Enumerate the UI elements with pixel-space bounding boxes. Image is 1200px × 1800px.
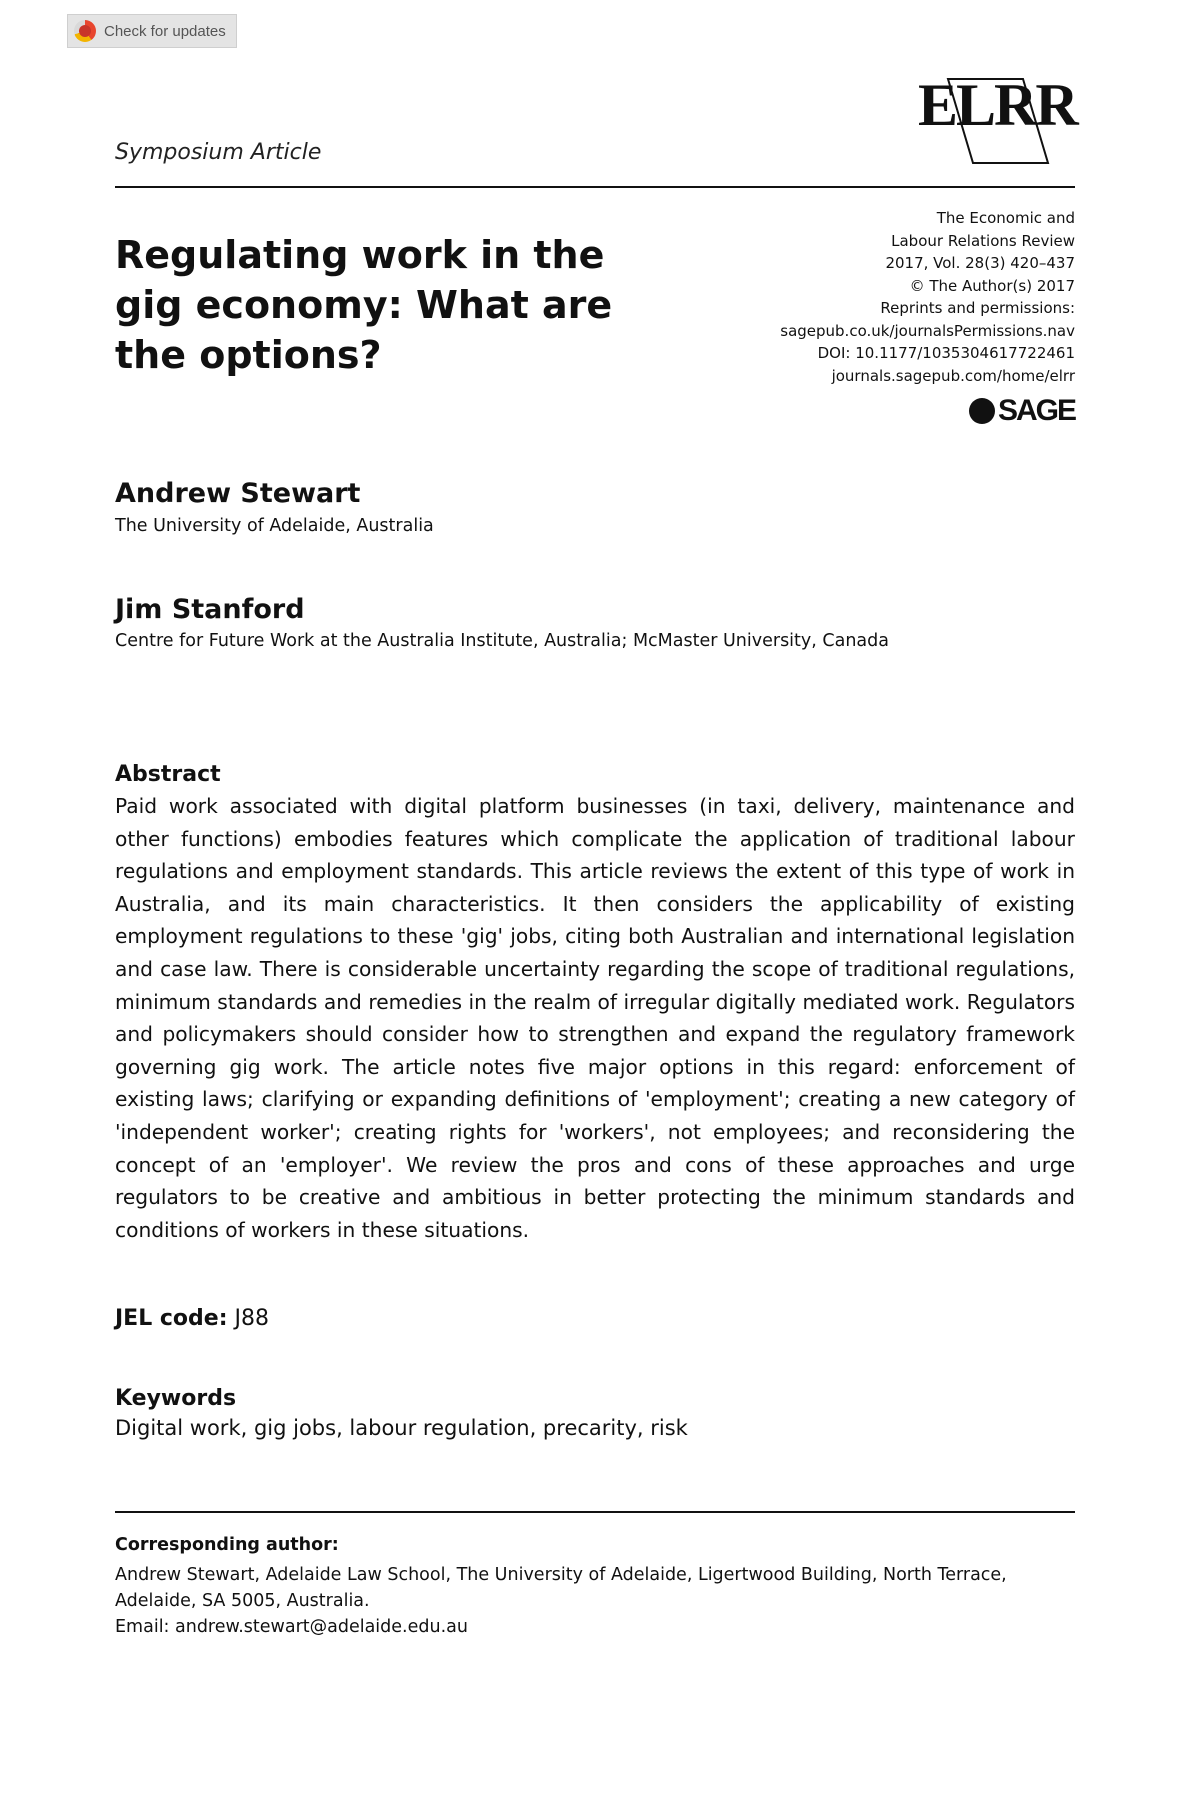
journal-info-line: Labour Relations Review [891, 231, 1075, 250]
journal-info-line: The Economic and [936, 209, 1075, 227]
abstract-body: Paid work associated with digital platform businesses (in taxi, delivery, maintenance and other functions) embodies features which complicate the application of traditional labour regulations and employment standards. This article reviews the extent of this type of work in Australia, and its main characteristics. It then considers the applicability of existing employment regulations to these 'gig' jobs, citing both Australian and international legislation and case law. There is considerable uncertainty regarding the scope of traditional regulations, minimum standards and remedies in the realm of irregular digitally mediated work. Regulators and policymakers should consider how to strengthen and expand the regulatory framework governing gig work. The article notes five major options in this regard: enforcement of existing laws; clarifying or expanding definitions of 'employment'; creating a new category of 'independent worker'; creating rights for 'workers', not employees; and reconsidering the concept of an 'employer'. We review the pros and cons of these approaches and urge regulators to be creative and ambitious in better protecting the minimum standards and conditions of workers in these situations. [115, 794, 1075, 1242]
journal-home-link[interactable]: journals.sagepub.com/home/elrr [831, 366, 1075, 385]
journal-info-line: © The Author(s) 2017 [909, 276, 1075, 295]
author-name: Andrew Stewart [115, 478, 361, 509]
journal-logo [918, 72, 1080, 167]
abstract-heading: Abstract [115, 762, 221, 787]
author-affiliation: Centre for Future Work at the Australia Institute, Australia; McMaster University, Canada [115, 631, 889, 651]
jel-code [115, 1306, 269, 1331]
crossmark-icon [74, 20, 96, 42]
journal-info-line: Reprints and permissions: [880, 299, 1075, 317]
corresponding-author-address: Adelaide, SA 5005, Australia. [115, 1591, 370, 1611]
corresponding-author-heading: Corresponding author: [115, 1535, 339, 1555]
publisher-logo-text: SAGE [997, 394, 1075, 427]
keywords-heading: Keywords [115, 1386, 237, 1411]
corresponding-author-address: Andrew Stewart, Adelaide Law School, The University of Adelaide, Ligertwood Building, North Terrace, [115, 1565, 1007, 1585]
corresponding-author-details [115, 1562, 1075, 1640]
article-title: Regulating work in the gig economy: What are the options? [115, 233, 613, 377]
jel-code-label: JEL code: [115, 1306, 228, 1331]
sage-logo-mark [969, 398, 995, 424]
footnote-divider [115, 1511, 1075, 1513]
journal-logo-parallelogram [918, 72, 1080, 167]
keywords-list: Digital work, gig jobs, labour regulation, precarity, risk [115, 1416, 688, 1440]
journal-logo-text: ELRR [918, 72, 1077, 138]
journal-info-line: 2017, Vol. 28(3) 420–437 [885, 254, 1075, 272]
corresponding-author-email[interactable]: Email: andrew.stewart@adelaide.edu.au [115, 1617, 468, 1637]
check-for-updates-button[interactable] [67, 14, 237, 48]
article-type-label: Symposium Article [115, 140, 322, 165]
header-divider [115, 186, 1075, 188]
journal-info [715, 207, 1075, 387]
check-for-updates-label: Check for updates [104, 22, 226, 40]
permissions-link[interactable]: sagepub.co.uk/journalsPermissions.nav [780, 321, 1075, 340]
author-name: Jim Stanford [115, 594, 305, 625]
author-affiliation: The University of Adelaide, Australia [115, 516, 434, 536]
jel-code-value: J88 [234, 1306, 269, 1331]
publisher-logo [969, 396, 1075, 426]
doi-link[interactable]: DOI: 10.1177/1035304617722461 [817, 344, 1075, 362]
